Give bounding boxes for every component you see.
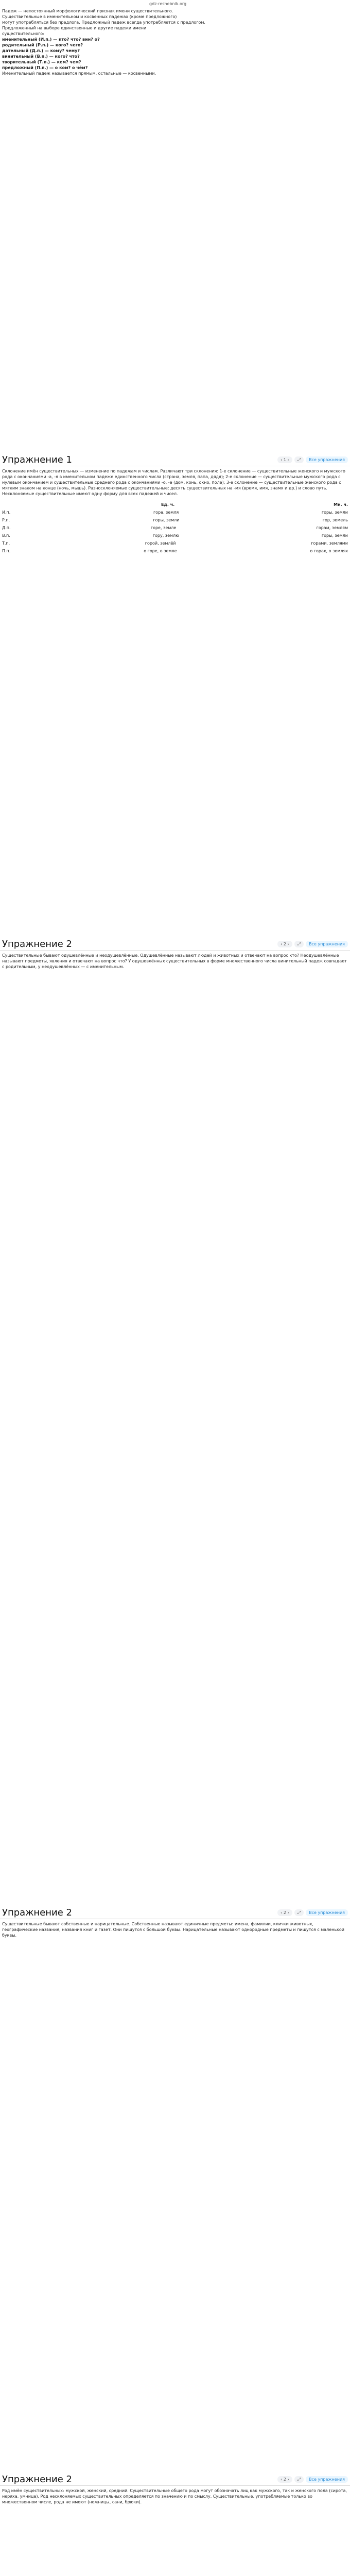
exercise-title: Упражнение 1 (2, 454, 72, 465)
table-cell: Р.п. (2, 518, 10, 522)
exercise-pager[interactable]: ‹ 2 › (277, 2476, 292, 2483)
exercise-header (0, 1906, 350, 1919)
expand-icon[interactable]: ⤢ (294, 456, 304, 463)
table-cell: гору, землю (152, 533, 179, 538)
all-exercises-button[interactable]: Все упражнения (306, 2476, 348, 2483)
table-cell: горы, земли (321, 533, 348, 538)
table-header-cell: Мн. ч. (334, 502, 348, 507)
table-cell: горам, землям (316, 526, 348, 530)
exercise-tools (277, 941, 348, 947)
table-cell: Т.п. (2, 541, 10, 546)
table-header-cell: Ед. ч. (161, 502, 175, 507)
exercise-body: Склонение имён существительных — изменение по падежам и числам. Различают три склонения: 1-е склонение — существительные женского и мужского рода с окончаниями -а, -я в именительном падеже единственного числа (страна, земля, папа, дядя); 2-е склонение — существительные мужского рода с нулевым окончанием и существительные среднего рода с окончаниями -о, -е (дом, конь, окно, поле); 3-е склонение — существительные женского рода с мягким знаком на конце (ночь, мышь). Разносклоняемые существительные: десять существительных на -мя (время, имя, знамя и др.) и слово путь. Несклоняемые существительные имеют одну форму для всех падежей и чисел. (2, 469, 345, 496)
exercise-title: Упражнение 2 (2, 938, 72, 950)
exercise-pager[interactable]: ‹ 2 › (277, 941, 292, 947)
table-row (0, 516, 350, 524)
exercise-body: Существительные бывают одушевлённые и неодушевлённые. Одушевлённые называют людей и животных и отвечают на вопрос кто? Неодушевлённые называют предметы, явления и отвечают на вопрос что? У одушевлённых существительных в форме множественного числа винительный падеж совпадает с родительным, у неодушевлённых — с именительным. (2, 953, 347, 969)
exercise-section (0, 453, 350, 555)
intro-line: Предложенный на выборе единственные и другие падежи имени (2, 26, 147, 30)
table-row (0, 532, 350, 539)
table-cell: Д.п. (2, 526, 11, 530)
exercise-body: Существительные бывают собственные и нарицательные. Собственные называют единичные предметы: имена, фамилии, клички животных, географические названия, названия книг и газет. Они пишутся с большой буквы. Нарицательные называют однородные предметы и пишутся с маленькой буквы. (2, 1922, 344, 1938)
exercise-section (0, 938, 350, 970)
exercise-tools (277, 2476, 348, 2483)
table-cell: В.п. (2, 533, 10, 538)
exercise-tools (277, 456, 348, 463)
intro-line: предложный (П.п.) — о ком? о чём? (2, 65, 88, 70)
intro-line: Падеж — непостоянный морфологический признак имени существительного. (2, 9, 173, 13)
table-row (0, 509, 350, 516)
intro-line: Существительные в именительном и косвенных падежах (кроме предложного) (2, 14, 177, 19)
table-cell: горе, земле (150, 526, 177, 530)
exercise-header (0, 453, 350, 466)
intro-line: винительный (В.п.) — кого? что? (2, 54, 80, 59)
intro-block (0, 8, 350, 76)
exercise-pager[interactable]: ‹ 1 › (277, 456, 292, 463)
table-cell: о горе, о земле (144, 549, 177, 553)
intro-line: именительный (И.п.) — кто? что? вин? о? (2, 37, 100, 42)
table-row (0, 539, 350, 547)
table-cell: горами, землями (311, 541, 348, 546)
table-row (0, 524, 350, 532)
intro-line: творительный (Т.п.) — кем? чем? (2, 60, 81, 64)
all-exercises-button[interactable]: Все упражнения (306, 456, 348, 463)
expand-icon[interactable]: ⤢ (294, 941, 304, 947)
expand-icon[interactable]: ⤢ (294, 1909, 304, 1916)
intro-line: дательный (Д.п.) — кому? чему? (2, 48, 80, 53)
exercise-section (0, 1906, 350, 1938)
table-cell: горы, земли (153, 518, 180, 522)
exercise-body: Род имён существительных: мужской, женский, средний. Существительные общего рода могут обозначать лиц как мужского, так и женского пола (сирота, неряха, умница). Род несклоняемых существительных определяется по значению и по смыслу. Существительные, употребляемые только во множественном числе, рода не имеют (ножницы, сани, брюки). (2, 2488, 347, 2504)
table-cell: П.п. (2, 549, 11, 553)
intro-line: существительного: (2, 31, 44, 36)
exercise-header (0, 938, 350, 951)
exercise-header (0, 2473, 350, 2486)
table-cell: горой, землёй (145, 541, 176, 546)
table-cell: горы, земли (321, 510, 348, 515)
exercise-pager[interactable]: ‹ 2 › (277, 1909, 292, 1916)
expand-icon[interactable]: ⤢ (294, 2476, 304, 2483)
table-cell: о горах, о землях (310, 549, 348, 553)
intro-line: родительный (Р.п.) — кого? чего? (2, 43, 83, 47)
declension-table (0, 501, 350, 555)
exercise-title: Упражнение 2 (2, 2473, 72, 2485)
exercise-section (0, 2473, 350, 2505)
exercise-title: Упражнение 2 (2, 1907, 72, 1918)
table-row (0, 547, 350, 555)
intro-line: Именительный падеж называется прямым, остальные — косвенными. (2, 71, 156, 76)
intro-line: могут употребляться без предлога. Предложный падеж всегда употребляется с предлогом. (2, 20, 205, 25)
all-exercises-button[interactable]: Все упражнения (306, 1909, 348, 1916)
all-exercises-button[interactable]: Все упражнения (306, 941, 348, 947)
site-watermark: gdz-reshebnik.org (149, 2, 187, 6)
table-header-row (0, 501, 350, 509)
table-cell: И.п. (2, 510, 11, 515)
table-cell: гора, земля (153, 510, 179, 515)
table-cell: гор, земель (322, 518, 348, 522)
exercise-tools (277, 1909, 348, 1916)
